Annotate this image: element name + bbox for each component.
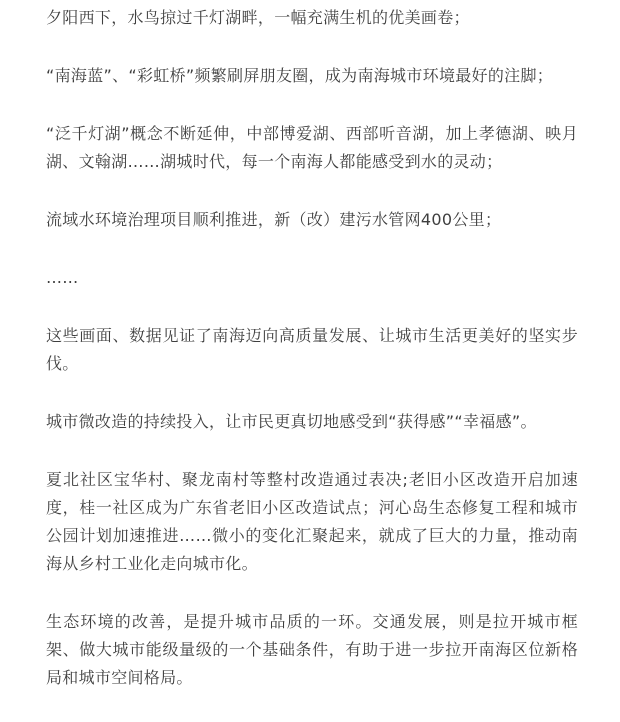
article-body	[46, 4, 578, 722]
paragraph-water-project: 流域水环境治理项目顺利推进，新（改）建污水管网400公里；	[46, 210, 502, 229]
paragraph-ecology-transport: 生态环境的改善，是提升城市品质的一环。交通发展，则是拉开城市框架、做大城市能级量级的一个基础条件，有助于进一步拉开南海区位新格局和城市空间格局。	[46, 612, 578, 687]
paragraph-sunset: 夕阳西下，水鸟掠过千灯湖畔，一幅充满生机的优美画卷；	[46, 8, 470, 27]
paragraph-lakes: “泛千灯湖”概念不断延伸，中部博爱湖、西部听音湖，加上孝德湖、映月湖、文翰湖……湖城时代，每一个南海人都能感受到水的灵动；	[46, 124, 578, 171]
paragraph-witness: 这些画面、数据见证了南海迈向高质量发展、让城市生活更美好的坚实步伐。	[46, 326, 578, 373]
paragraph-ellipsis: ……	[46, 268, 79, 287]
paragraph-nanhai-blue: “南海蓝”、“彩虹桥”频繁刷屏朋友圈，成为南海城市环境最好的注脚；	[46, 66, 554, 85]
paragraph-micro-renovation: 城市微改造的持续投入，让市民更真切地感受到“获得感”“幸福感”。	[46, 412, 537, 431]
paragraph-community-renovation: 夏北社区宝华村、聚龙南村等整村改造通过表决;老旧小区改造开启加速度，桂一社区成为广东省老旧小区改造试点；河心岛生态修复工程和城市公园计划加速推进……微小的变化汇聚起来，就成了巨大的力量，推动南海从乡村工业化走向城市化。	[46, 470, 578, 573]
